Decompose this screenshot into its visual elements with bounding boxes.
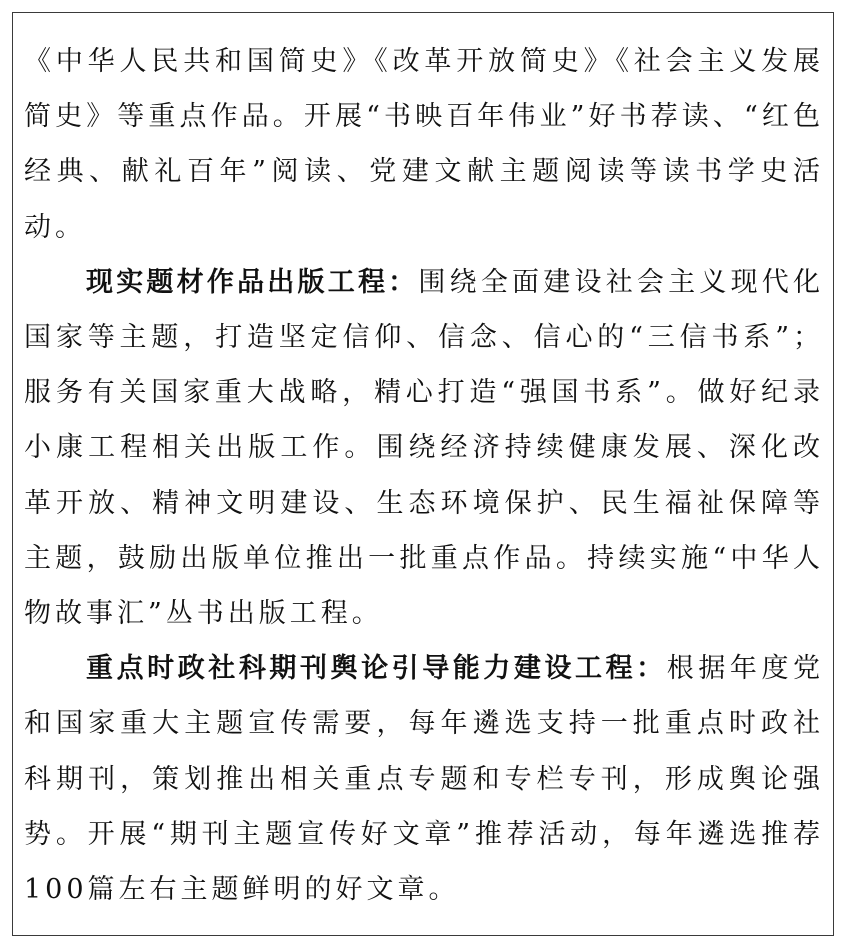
document-body — [24, 34, 824, 917]
paragraph-heading: 重点时政社科期刊舆论引导能力建设工程： — [86, 653, 667, 685]
paragraph-text: 根据年度党和国家重大主题宣传需要，每年遴选支持一批重点时政社科期刊，策划推出相关重点专题和专栏专刊，形成舆论强势。开展“期刊主题宣传好文章”推荐活动，每年遴选推荐100篇左右主题鲜明的好文章。 — [24, 653, 825, 906]
paragraph-text: 《中华人民共和国简史》《改革开放简史》《社会主义发展简史》等重点作品。开展“书映百年伟业”好书荐读、“红色经典、献礼百年”阅读、党建文献主题阅读等读书学史活动。 — [24, 46, 824, 243]
paragraph-continuation — [24, 34, 824, 255]
paragraph-heading: 现实题材作品出版工程： — [86, 266, 419, 298]
paragraph-periodicals — [24, 641, 824, 917]
paragraph-text: 围绕全面建设社会主义现代化国家等主题，打造坚定信仰、信念、信心的“三信书系”；服务有关国家重大战略，精心打造“强国书系”。做好纪录小康工程相关出版工作。围绕经济持续健康发展、深化改革开放、精神文明建设、生态环境保护、民生福祉保障等主题，鼓励出版单位推出一批重点作品。持续实施“中华人物故事汇”丛书出版工程。 — [24, 266, 824, 630]
paragraph-realistic-themes — [24, 255, 824, 641]
